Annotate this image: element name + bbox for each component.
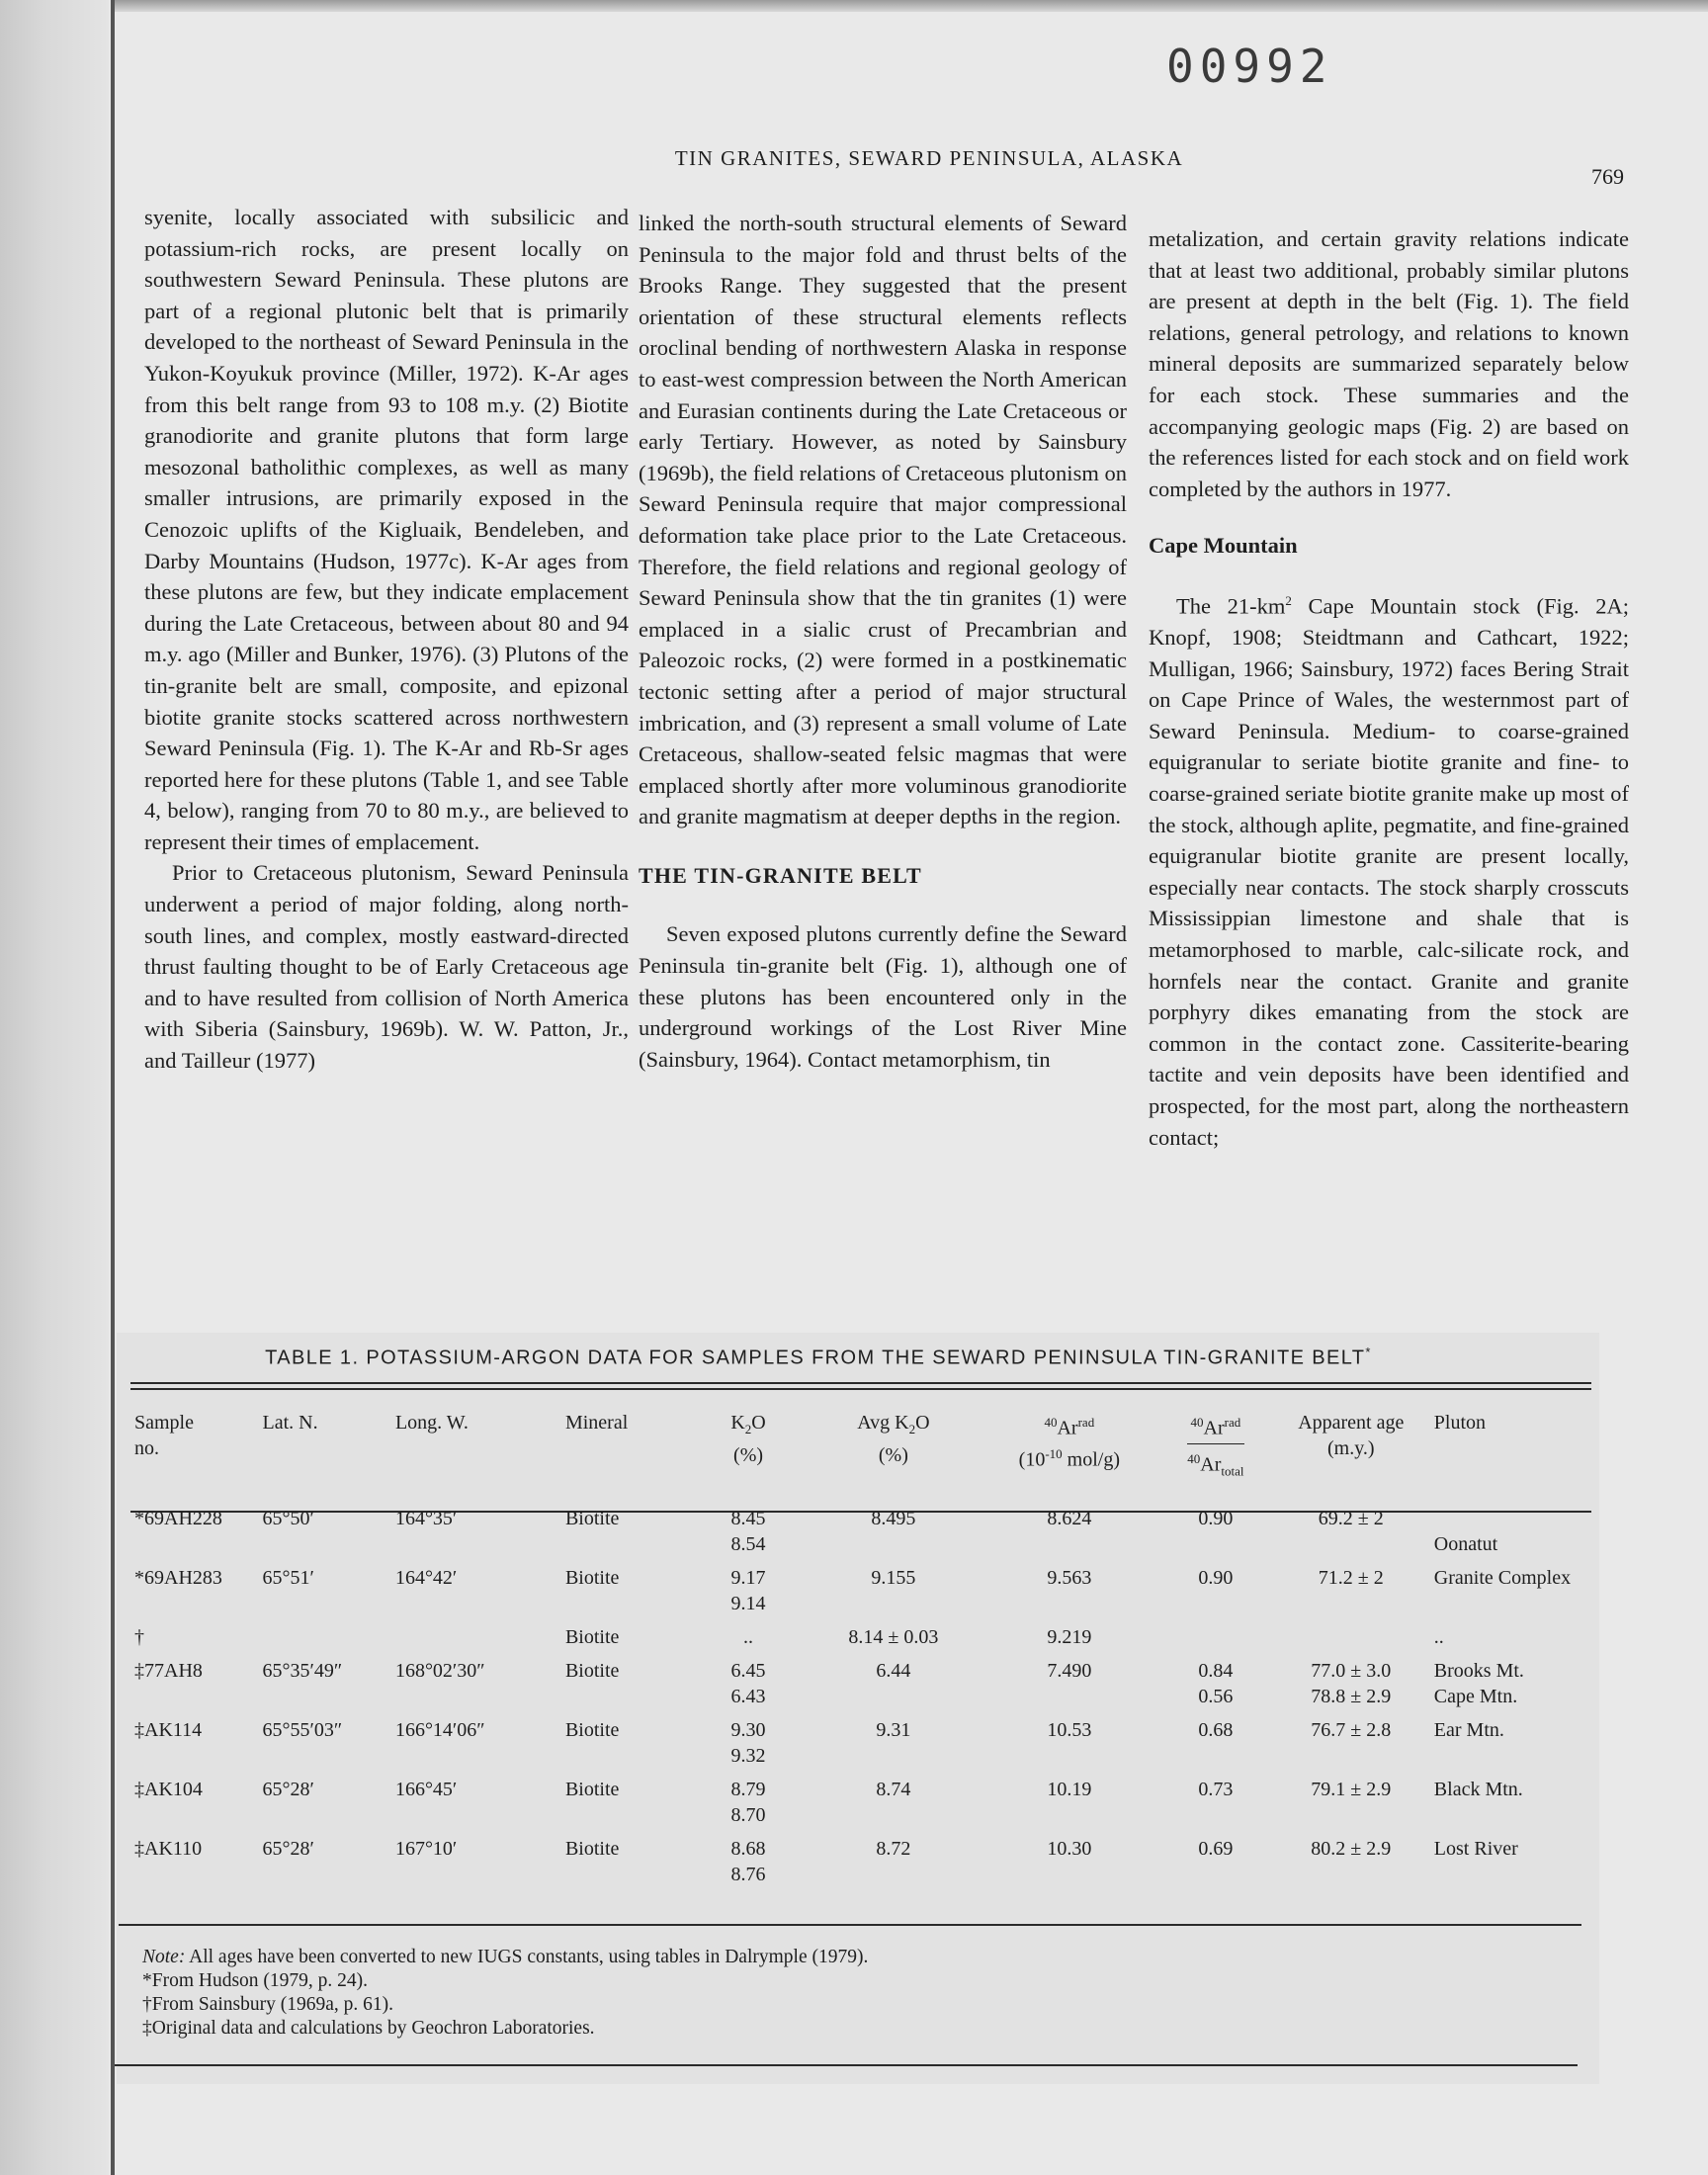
header-unit: (%) xyxy=(733,1444,764,1466)
cell-long: 167°10′ xyxy=(394,1838,458,1861)
page-top-edge xyxy=(115,0,1708,12)
col-header-long: Long. W. xyxy=(394,1412,469,1434)
col-header-avg-k2o xyxy=(806,1404,982,1502)
cell-k2o: .. xyxy=(743,1626,754,1649)
paragraph: syenite, locally associated with subsilicic and potassium-rich rocks, are present locally on southwestern Seward Peninsula. These plutons are part of a regional plutonic belt that is primarily developed to the northeast of Seward Peninsula in the Yukon-Koyukuk province (Miller, 1972). K-Ar ages from this belt range from 93 to 108 m.y. (2) Biotite granodiorite and granite plutons that form large mesozonal batholithic complexes, as well as many smaller intrusions, are primarily exposed in the Cenozoic uplifts of the Kigluaik, Bendeleben, and Darby Mountains (Hudson, 1977c). K-Ar ages from these plutons are few, but they indicate emplacement during the Late Cretaceous, between about 80 and 94 m.y. ago (Miller and Bunker, 1976). (3) Plutons of the tin-granite belt are small, composite, and epizonal biotite granite stocks scattered across northwestern Seward Peninsula (Fig. 1). The K-Ar and Rb-Sr ages reported here for these plutons (Table 1, and see Table 4, below), ranging from 70 to 80 m.y., are believed to represent their times of emplacement. xyxy=(144,205,629,854)
cell-mineral: Biotite xyxy=(564,1838,620,1861)
k2o-value: 8.68 xyxy=(730,1838,766,1861)
cell-ar-ratio xyxy=(1157,1620,1274,1654)
table-top-rule xyxy=(130,1382,1591,1384)
cell-ar-rad: 10.19 xyxy=(1047,1779,1092,1801)
cell-pluton: .. xyxy=(1433,1626,1444,1649)
cell-sample: ‡AK114 xyxy=(134,1719,203,1742)
superscript: 2 xyxy=(1285,592,1292,608)
footnote-bottom-rule xyxy=(115,2064,1578,2066)
header-text: O xyxy=(751,1412,766,1434)
table-top-rule-double xyxy=(130,1388,1591,1390)
table-header-row xyxy=(128,1404,1591,1502)
header-unit: (m.y.) xyxy=(1327,1437,1375,1459)
cell-long: 168°02′30″ xyxy=(394,1660,485,1683)
cell-k2o xyxy=(691,1654,806,1713)
col-header-age xyxy=(1274,1404,1428,1502)
table-note xyxy=(142,1946,1328,1969)
cell-sample: ‡AK104 xyxy=(134,1779,203,1801)
col-header-sample xyxy=(128,1404,257,1502)
header-text: no. xyxy=(134,1437,159,1459)
cell-avg-k2o: 9.155 xyxy=(871,1567,916,1590)
cell-lat: 65°28′ xyxy=(262,1779,314,1801)
cell-ar-ratio: 0.90 xyxy=(1198,1508,1234,1530)
text-column-middle xyxy=(639,208,1127,1075)
cell-sample: *69AH283 xyxy=(134,1567,222,1590)
k2o-value: 6.43 xyxy=(730,1686,766,1708)
k2o-value: 9.32 xyxy=(730,1745,766,1768)
cell-ar-rad: 8.624 xyxy=(1047,1508,1092,1530)
header-unit: (%) xyxy=(878,1444,908,1466)
ratio-value: 0.84 xyxy=(1198,1660,1234,1683)
cell-pluton: Granite Complex xyxy=(1433,1567,1572,1590)
cell-ar-ratio: 0.68 xyxy=(1198,1719,1234,1742)
cell-k2o xyxy=(691,1502,806,1561)
cell-mineral: Biotite xyxy=(564,1626,620,1649)
table-row xyxy=(128,1832,1591,1891)
superscript: 40 xyxy=(1044,1415,1058,1430)
cell-lat: 65°50′ xyxy=(262,1508,314,1530)
table-title-text: TABLE 1. POTASSIUM-ARGON DATA FOR SAMPLES FROM THE SEWARD PENINSULA TIN-GRANITE BELT xyxy=(265,1347,1366,1369)
text-column-left xyxy=(144,202,629,1077)
col-header-lat: Lat. N. xyxy=(262,1412,318,1434)
page-left-margin-shadow xyxy=(0,0,109,2175)
potassium-argon-table xyxy=(128,1404,1591,1891)
pluton-name: Cape Mtn. xyxy=(1433,1686,1518,1708)
col-header-ar-ratio xyxy=(1157,1404,1274,1502)
ratio-value: 0.56 xyxy=(1198,1686,1234,1708)
cell-lat: 65°28′ xyxy=(262,1838,314,1861)
cell-avg-k2o: 8.14 ± 0.03 xyxy=(848,1626,939,1649)
pluton-name: Brooks Mt. xyxy=(1433,1660,1524,1683)
table-title-footnote-mark: * xyxy=(1365,1345,1372,1359)
paragraph-text: Cape Mountain stock (Fig. 2A; Knopf, 1908; Steidtmann and Cathcart, 1922; Mulligan, 1966; Sainsbury, 1972) faces Bering Strait on Cape Prince of Wales, the westernmost part of Seward Peninsula. Medium- to coarse-grained equigranular to seriate biotite granite and fine- to coarse-grained seriate biotite granite make up most of the stock, although aplite, pegmatite, and fine-grained equigranular biotite granite are present locally, especially near contacts. The stock sharply crosscuts Mississippian limestone and shale that is metamorphosed to marble, calc-silicate rock, and hornfels near the contact. Granite and granite porphyry dikes emanating from the stock are common in the contact zone. Cassiterite-bearing tactite and vein deposits have been identified and prospected, for the most part, along the northeastern contact; xyxy=(1149,593,1629,1150)
footnote: ‡Original data and calculations by Geochron Laboratories. xyxy=(142,2018,595,2039)
table-footnotes xyxy=(142,1946,1328,2041)
header-text: Avg K xyxy=(857,1412,909,1434)
k2o-value: 9.14 xyxy=(730,1593,766,1615)
cell-age: 69.2 ± 2 xyxy=(1318,1508,1384,1530)
cell-pluton: Lost River xyxy=(1433,1838,1518,1861)
cell-avg-k2o: 8.74 xyxy=(876,1779,911,1801)
paragraph: linked the north-south structural elements of Seward Peninsula to the major fold and thrust belts of the Brooks Range. They suggested that the present orientation of these structural elements reflects oroclinal bending of northwestern Alaska in response to east-west compression between the North American and Eurasian continents during the Late Cretaceous or early Tertiary. However, as noted by Sainsbury (1969b), the field relations of Cretaceous plutonism on Seward Peninsula require that major compressional deformation take place prior to the Late Cretaceous. Therefore, the field relations and regional geology of Seward Peninsula show that the tin granites (1) were emplaced in a sialic crust of Precambrian and Paleozoic rocks, (2) were formed in a postkinematic tectonic setting after a period of major structural imbrication, and (3) represent a small volume of Late Cretaceous, shallow-seated felsic magmas that were emplaced shortly after more voluminous granodiorite and granite magmatism at deeper depths in the region. xyxy=(639,211,1127,829)
cell-mineral: Biotite xyxy=(564,1567,620,1590)
cell-age: 80.2 ± 2.9 xyxy=(1311,1838,1392,1861)
cell-long: 166°14′06″ xyxy=(394,1719,485,1742)
superscript: 40 xyxy=(1190,1415,1204,1430)
footnote: †From Sainsbury (1969a, p. 61). xyxy=(142,1994,394,2015)
cell-ar-ratio: 0.73 xyxy=(1198,1779,1234,1801)
cell-mineral: Biotite xyxy=(564,1779,620,1801)
paragraph: Prior to Cretaceous plutonism, Seward Peninsula underwent a period of major folding, along north-south lines, and complex, mostly eastward-directed thrust faulting thought to be of Early Cretaceous age and to have resulted from collision of North America with Siberia (Sainsbury, 1969b). W. W. Patton, Jr., and Tailleur (1977) xyxy=(144,860,629,1074)
header-text: Ar xyxy=(1200,1453,1222,1476)
cell-mineral: Biotite xyxy=(564,1660,620,1683)
paragraph: metalization, and certain gravity relations indicate that at least two additional, probably similar plutons are present at depth in the belt (Fig. 1). The field relations, general petrology, and relations to known mineral deposits are summarized separately below for each stock. These summaries and the accompanying geologic maps (Fig. 2) are based on the references listed for each stock and on field work completed by the authors in 1977. xyxy=(1149,226,1629,501)
cell-sample: † xyxy=(134,1626,144,1649)
cell-k2o xyxy=(691,1773,806,1832)
cell-ar-ratio xyxy=(1157,1654,1274,1713)
binding-edge-line xyxy=(111,0,115,2175)
cell-age xyxy=(1274,1620,1428,1654)
header-unit: (10 xyxy=(1018,1448,1046,1471)
archive-stamp-number: 00992 xyxy=(1166,40,1333,93)
k2o-value: 8.45 xyxy=(730,1508,766,1530)
section-heading: THE TIN-GRANITE BELT xyxy=(639,862,922,888)
superscript: -10 xyxy=(1045,1445,1063,1461)
cell-pluton: Black Mtn. xyxy=(1433,1779,1523,1801)
paragraph: Seven exposed plutons currently define the Seward Peninsula tin-granite belt (Fig. 1), although one of these plutons has been encountered only in the underground workings of the Lost River Mine (Sainsbury, 1964). Contact metamorphism, tin xyxy=(639,921,1127,1072)
k2o-value: 8.54 xyxy=(730,1533,766,1556)
table-title xyxy=(127,1345,1510,1370)
cell-sample: ‡AK110 xyxy=(134,1838,203,1861)
table-row xyxy=(128,1502,1591,1561)
cell-ar-rad: 10.53 xyxy=(1047,1719,1092,1742)
col-header-mineral: Mineral xyxy=(564,1412,629,1434)
footnote: *From Hudson (1979, p. 24). xyxy=(142,1970,369,1991)
table-bottom-rule xyxy=(119,1924,1581,1926)
col-header-ar-rad xyxy=(982,1404,1157,1502)
cell-age: 71.2 ± 2 xyxy=(1318,1567,1384,1590)
header-text: K xyxy=(730,1412,745,1434)
cell-age: 79.1 ± 2.9 xyxy=(1311,1779,1392,1801)
cell-mineral: Biotite xyxy=(564,1719,620,1742)
k2o-value: 8.79 xyxy=(730,1779,766,1801)
cell-avg-k2o: 8.72 xyxy=(876,1838,911,1861)
cell-pluton: Oonatut xyxy=(1433,1533,1498,1556)
running-head: TIN GRANITES, SEWARD PENINSULA, ALASKA xyxy=(674,146,1184,170)
cell-ar-rad: 10.30 xyxy=(1047,1838,1092,1861)
cell-ar-rad: 9.563 xyxy=(1047,1567,1092,1590)
age-value: 78.8 ± 2.9 xyxy=(1311,1686,1392,1708)
cell-long: 166°45′ xyxy=(394,1779,458,1801)
k2o-value: 9.30 xyxy=(730,1719,766,1742)
header-unit: mol/g) xyxy=(1062,1448,1121,1471)
cell-ar-rad: 7.490 xyxy=(1047,1660,1092,1683)
k2o-value: 6.45 xyxy=(730,1660,766,1683)
header-text: Sample xyxy=(134,1412,194,1434)
subscript: total xyxy=(1221,1463,1244,1479)
page-number: 769 xyxy=(1591,164,1624,189)
header-text: Apparent age xyxy=(1298,1412,1405,1434)
table-row xyxy=(128,1561,1591,1620)
superscript: 40 xyxy=(1187,1450,1201,1466)
paragraph-text: The 21-km xyxy=(1176,593,1286,619)
cell-pluton: Ear Mtn. xyxy=(1433,1719,1504,1742)
cell-avg-k2o: 9.31 xyxy=(876,1719,911,1742)
cell-pluton xyxy=(1428,1654,1591,1713)
cell-age: 76.7 ± 2.8 xyxy=(1311,1719,1392,1742)
note-label: Note: xyxy=(142,1947,186,1967)
col-header-k2o xyxy=(691,1404,806,1502)
cell-k2o xyxy=(691,1561,806,1620)
superscript: rad xyxy=(1077,1415,1095,1430)
text-column-right xyxy=(1149,223,1629,1153)
table-row xyxy=(128,1620,1591,1654)
cell-lat: 65°55′03″ xyxy=(262,1719,343,1742)
superscript: rad xyxy=(1224,1415,1241,1430)
cell-long: 164°35′ xyxy=(394,1508,458,1530)
note-text: All ages have been converted to new IUGS constants, using tables in Dalrymple (1979). xyxy=(185,1947,869,1967)
k2o-value: 9.17 xyxy=(730,1567,766,1590)
cell-long: 164°42′ xyxy=(394,1567,458,1590)
cell-sample: ‡77AH8 xyxy=(134,1660,203,1683)
subscript: 2 xyxy=(908,1422,916,1436)
col-header-pluton: Pluton xyxy=(1433,1412,1487,1434)
cell-lat: 65°35′49″ xyxy=(262,1660,343,1683)
k2o-value: 8.70 xyxy=(730,1804,766,1827)
cell-lat xyxy=(257,1620,389,1654)
paragraph xyxy=(1149,585,1629,1153)
cell-mineral: Biotite xyxy=(564,1508,620,1530)
cell-avg-k2o: 8.495 xyxy=(871,1508,916,1530)
table-row xyxy=(128,1713,1591,1773)
header-text: Ar xyxy=(1057,1417,1078,1439)
cell-age xyxy=(1274,1654,1428,1713)
cell-ar-ratio: 0.90 xyxy=(1198,1567,1234,1590)
cell-sample: *69AH228 xyxy=(134,1508,222,1530)
table-row xyxy=(128,1654,1591,1713)
subscript: 2 xyxy=(744,1422,752,1436)
k2o-value: 8.76 xyxy=(730,1864,766,1886)
cell-ar-ratio: 0.69 xyxy=(1198,1838,1234,1861)
subsection-heading: Cape Mountain xyxy=(1149,533,1298,559)
cell-long xyxy=(389,1620,559,1654)
table-row xyxy=(128,1773,1591,1832)
header-text: Ar xyxy=(1203,1417,1225,1439)
cell-lat: 65°51′ xyxy=(262,1567,314,1590)
cell-ar-rad: 9.219 xyxy=(1047,1626,1092,1649)
cell-k2o xyxy=(691,1713,806,1773)
cell-avg-k2o: 6.44 xyxy=(876,1660,911,1683)
header-text: O xyxy=(915,1412,930,1434)
age-value: 77.0 ± 3.0 xyxy=(1311,1660,1392,1683)
cell-k2o xyxy=(691,1832,806,1891)
